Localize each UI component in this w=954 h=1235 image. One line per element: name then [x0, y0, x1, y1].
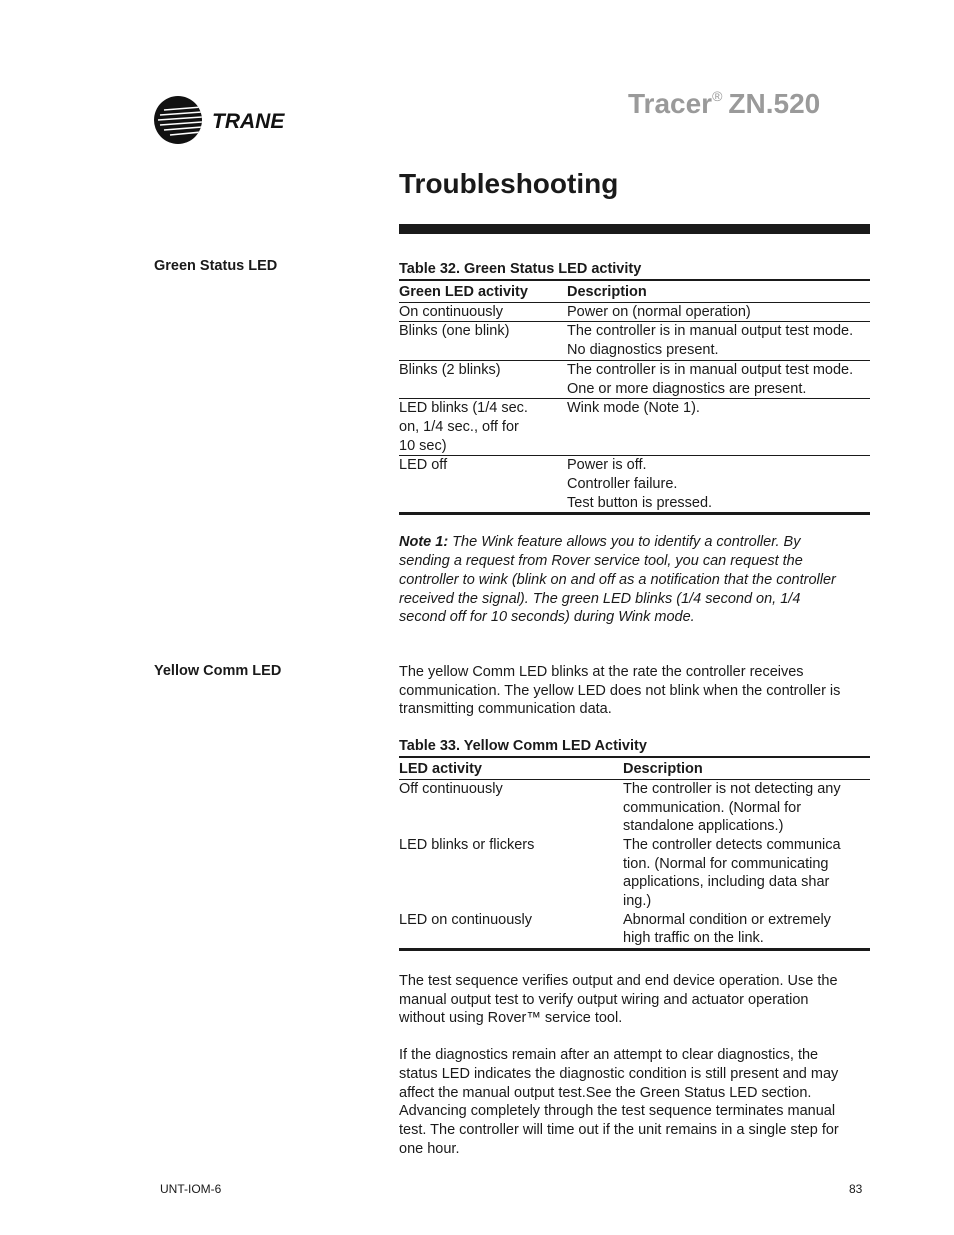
text-line: The controller is not detecting any — [623, 780, 841, 797]
text-line: Abnormal condition or extremely — [623, 911, 831, 928]
footer-doc-id: UNT-IOM-6 — [160, 1182, 222, 1196]
description-cell — [567, 456, 870, 514]
text-line: The test sequence verifies output and end device operation. Use the — [399, 973, 838, 989]
description-cell — [567, 302, 870, 322]
text-line: standalone applications.) — [623, 818, 784, 835]
text-line: LED blinks (1/4 sec. — [399, 400, 528, 417]
table-row — [399, 456, 870, 514]
text-line: LED blinks or flickers — [399, 836, 535, 853]
trane-logo — [154, 96, 304, 146]
table-header-row — [399, 280, 870, 302]
text-line: Controller failure. — [567, 476, 678, 493]
description-cell — [567, 360, 870, 398]
page-title: Troubleshooting — [399, 168, 619, 199]
page-number: 83 — [849, 1182, 863, 1196]
table-32-caption: Table 32. Green Status LED activity — [399, 261, 642, 277]
text-line: Power on (normal operation) — [567, 303, 751, 320]
green-led-section — [399, 260, 870, 627]
text-line: high traffic on the link. — [623, 930, 764, 947]
wink-note — [399, 533, 870, 627]
text-line: Off continuously — [399, 780, 503, 797]
table-row — [399, 302, 870, 322]
body-text — [399, 972, 870, 1158]
description-cell — [623, 911, 870, 950]
test-sequence-paragraph — [399, 972, 870, 1028]
text-line: LED on continuously — [399, 911, 532, 928]
text-line: test. The controller will time out if the unit remains in a single step for — [399, 1121, 839, 1138]
product-name — [628, 88, 820, 120]
column-header-activity: LED activity — [399, 761, 482, 778]
text-line: Power is off. — [567, 457, 647, 474]
text-line: No diagnostics present. — [567, 342, 719, 359]
note-line: controller to wink (blink on and off as a notification that the controller — [399, 571, 836, 588]
text-line: transmitting communication data. — [399, 701, 612, 718]
led-activity-cell — [399, 836, 623, 911]
green-led-table-body — [399, 302, 870, 514]
note-line: received the signal). The green LED blinks (1/4 second on, 1/4 — [399, 590, 801, 607]
led-activity-cell — [399, 360, 567, 398]
table-row — [399, 399, 870, 456]
description-cell — [567, 399, 870, 456]
led-activity-cell — [399, 399, 567, 456]
yellow-led-intro — [399, 663, 870, 719]
table-row — [399, 360, 870, 398]
column-header-activity: Green LED activity — [399, 284, 528, 300]
led-activity-cell — [399, 911, 623, 950]
text-line: The controller is in manual output test mode. — [567, 323, 854, 340]
text-line: communication. The yellow LED does not blink when the controller is — [399, 682, 841, 699]
note-line: second off for 10 seconds) during Wink mode. — [399, 609, 695, 626]
text-line: tion. (Normal for communicating — [623, 855, 829, 872]
green-status-led-heading: Green Status LED — [154, 258, 278, 274]
text-line: The yellow Comm LED blinks at the rate the controller receives — [399, 664, 804, 680]
brand-wordmark: TRANE — [212, 110, 285, 133]
text-line: one hour. — [399, 1140, 460, 1157]
text-line: affect the manual output test.See the Green Status LED section. — [399, 1084, 812, 1101]
product-name-text: Tracer — [628, 88, 713, 119]
text-line: Advancing completely through the test sequence terminates manual — [399, 1103, 836, 1120]
text-line: If the diagnostics remain after an attempt to clear diagnostics, the — [399, 1047, 819, 1064]
diagnostics-paragraph — [399, 1046, 870, 1158]
text-line: 10 sec) — [399, 437, 447, 454]
green-led-table — [399, 279, 870, 515]
yellow-led-section — [399, 663, 870, 951]
led-activity-cell — [399, 779, 623, 836]
description-cell — [567, 322, 870, 360]
text-line: On continuously — [399, 303, 503, 320]
text-line: LED off — [399, 457, 448, 474]
yellow-led-table — [399, 756, 870, 951]
product-model: ZN.520 — [728, 88, 821, 119]
text-line: One or more diagnostics are present. — [567, 380, 807, 397]
text-line: Blinks (2 blinks) — [399, 361, 501, 378]
text-line: on, 1/4 sec., off for — [399, 418, 519, 435]
led-activity-cell — [399, 322, 567, 360]
text-line: Blinks (one blink) — [399, 323, 510, 340]
text-line: Test button is pressed. — [567, 494, 713, 511]
text-line: manual output test to verify output wiring and actuator operation — [399, 991, 809, 1008]
description-cell — [623, 836, 870, 911]
led-activity-cell — [399, 456, 567, 514]
text-line: ing.) — [623, 893, 652, 910]
title-rule — [399, 224, 870, 234]
note-text: The Wink feature allows you to identify a controller. By — [448, 534, 801, 551]
text-line: The controller detects communica — [623, 836, 841, 853]
yellow-led-table-body — [399, 779, 870, 949]
note-label: Note 1: — [399, 534, 449, 551]
text-line: Wink mode (Note 1). — [567, 400, 700, 417]
yellow-comm-led-heading: Yellow Comm LED — [154, 663, 282, 679]
table-header-row — [399, 757, 870, 779]
column-header-description: Description — [567, 284, 647, 300]
table-row — [399, 836, 870, 911]
text-line: status LED indicates the diagnostic condition is still present and may — [399, 1065, 839, 1082]
column-header-description: Description — [623, 761, 703, 778]
table-row — [399, 322, 870, 360]
note-line: sending a request from Rover service tool, you can request the — [399, 553, 803, 570]
table-row — [399, 911, 870, 950]
text-line: without using Rover™ service tool. — [399, 1010, 623, 1027]
text-line: communication. (Normal for — [623, 799, 802, 816]
description-cell — [623, 779, 870, 836]
led-activity-cell — [399, 302, 567, 322]
text-line: applications, including data shar — [623, 874, 830, 891]
table-33-caption: Table 33. Yellow Comm LED Activity — [399, 738, 647, 755]
registered-mark: ® — [712, 88, 723, 104]
text-line: The controller is in manual output test mode. — [567, 361, 854, 378]
table-row — [399, 779, 870, 836]
note-line — [399, 533, 870, 552]
